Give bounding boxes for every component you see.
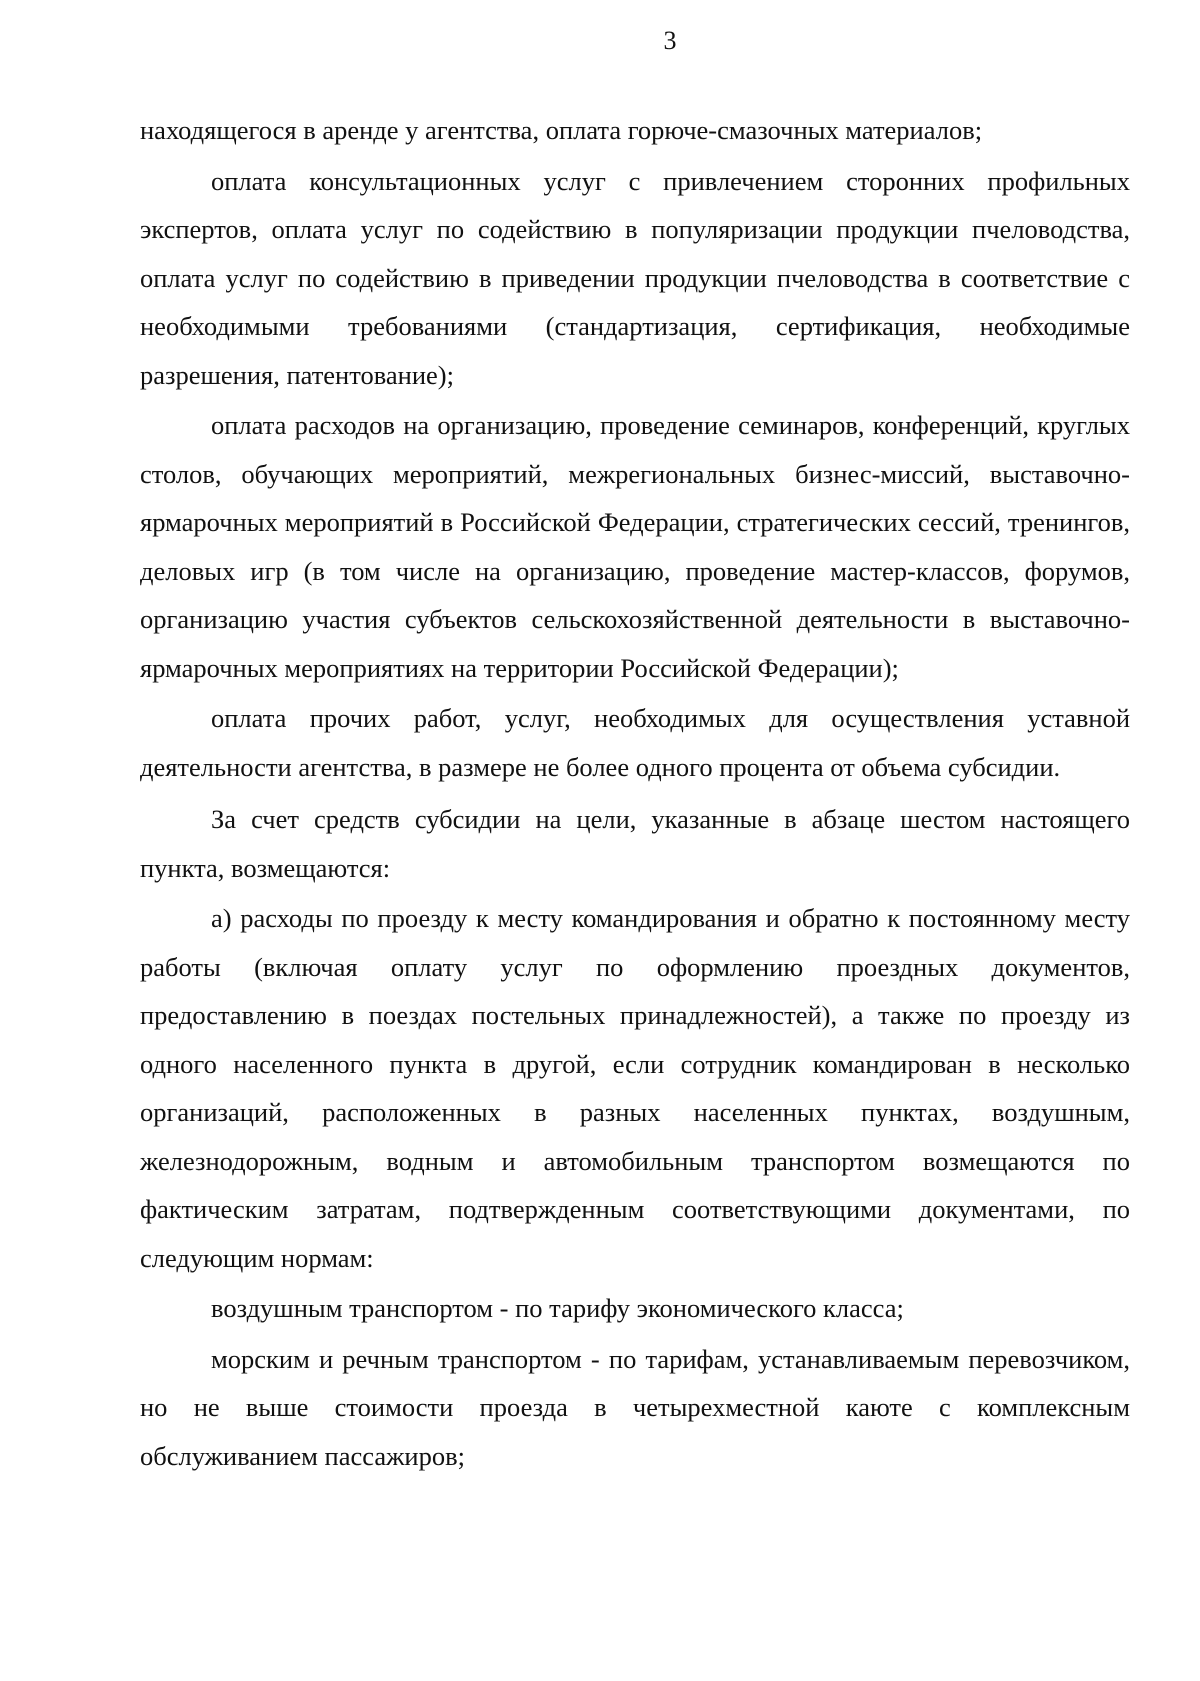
paragraph-subsidy-reimbursement: За счет средств субсидии на цели, указанные в абзаце шестом настоящего пункта, возмещаются: xyxy=(140,804,1130,883)
paragraph-event-expenses: оплата расходов на организацию, проведение семинаров, конференций, круглых столов, обучающих мероприятий, межрегиональных бизнес-миссий, выставочно-ярмарочных мероприятий в Российской Федерации, стратегических сессий, тренингов, деловых игр (в том числе на организацию, проведение мастер-классов, форумов, организацию участия субъектов сельскохозяйственной деятельности в выставочно-ярмарочных мероприятиях на территории Российской Федерации); xyxy=(140,410,1130,683)
document-body xyxy=(140,106,1130,1480)
paragraph-air-transport: воздушным транспортом - по тарифу экономического класса; xyxy=(211,1293,904,1323)
paragraph-other-works: оплата прочих работ, услуг, необходимых для осуществления уставной деятельности агентства, в размере не более одного процента от объема субсидии. xyxy=(140,703,1130,782)
paragraph-travel-expenses: а) расходы по проезду к месту командирования и обратно к постоянному месту работы (включая оплату услуг по оформлению проездных документов, предоставлению в поездах постельных принадлежностей), а также по проезду из одного населенного пункта в другой, если сотрудник командирован в несколько организаций, расположенных в разных населенных пунктах, воздушным, железнодорожным, водным и автомобильным транспортом возмещаются по фактическим затратам, подтвержденным соответствующими документами, по следующим нормам: xyxy=(140,903,1130,1273)
page-number: 3 xyxy=(663,26,677,55)
paragraph-sea-river-transport: морским и речным транспортом - по тарифам, устанавливаемым перевозчиком, но не выше стоимости проезда в четырехместной каюте с комплексным обслуживанием пассажиров; xyxy=(140,1343,1130,1471)
paragraph-continuation: находящегося в аренде у агентства, оплата горюче-смазочных материалов; xyxy=(140,115,983,145)
paragraph-consulting-services: оплата консультационных услуг с привлечением сторонних профильных экспертов, оплата услуг по содействию в популяризации продукции пчеловодства, оплата услуг по содействию в приведении продукции пчеловодства в соответствие с необходимыми требованиями (стандартизация, сертификация, необходимые разрешения, патентование); xyxy=(140,165,1130,390)
